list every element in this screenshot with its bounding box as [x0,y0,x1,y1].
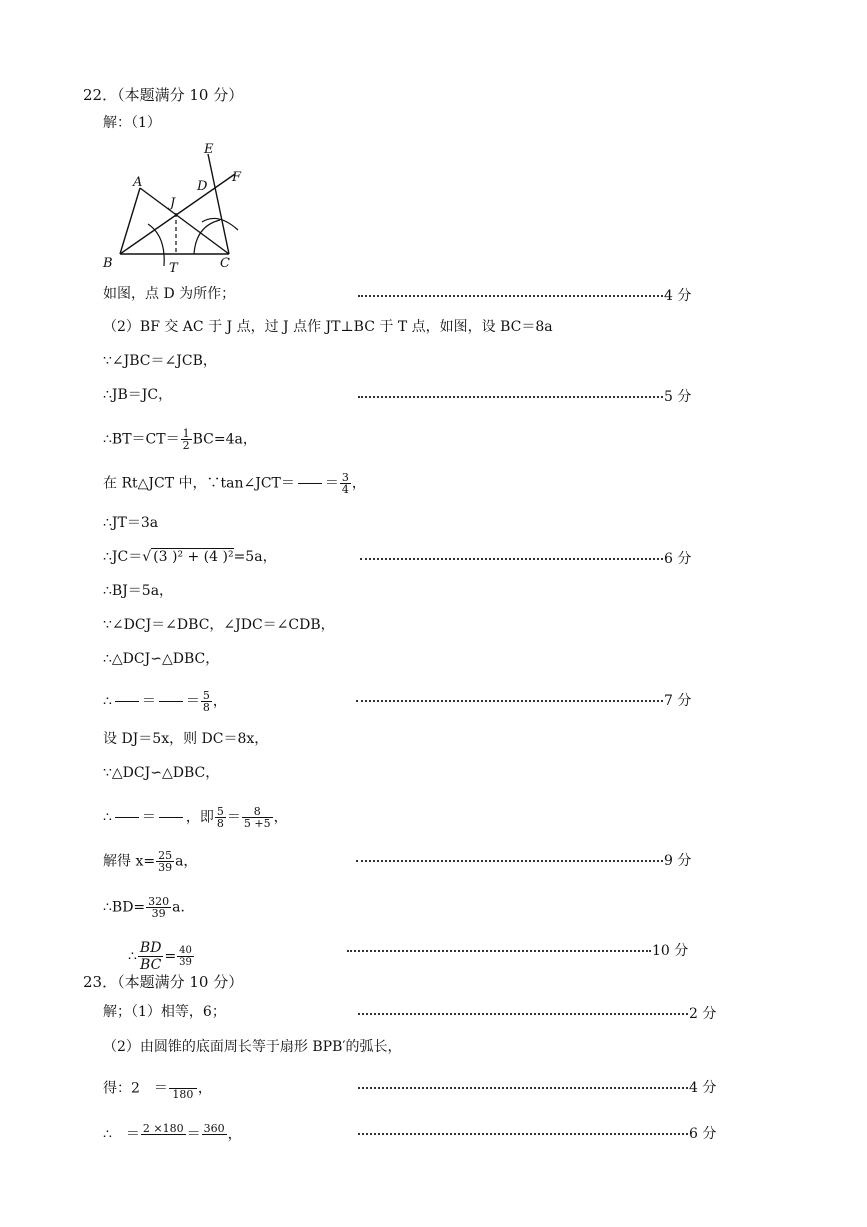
q23-score3: 4 分 [689,1080,717,1096]
frac-den: 39 [179,957,192,968]
label-a: A [133,175,143,190]
q22-line8: ∴JC＝√ (3 )² + (4 )²=5a， [103,549,277,565]
q22-line17-b: a． [172,899,195,916]
label-e: E [204,142,214,157]
label-f: F [232,170,242,185]
q22-score8: 6 分 [664,551,692,567]
frac-num: 2 ×180 [142,1122,184,1135]
score-leader [358,1119,688,1135]
q22-score1: 4 分 [664,288,692,304]
frac-num: 3 [341,471,349,484]
frac-num: 25 [158,849,173,862]
frac-den: 2 [182,439,190,452]
q22-line16-b: a， [175,853,198,870]
q22-line10: ∵∠DCJ＝∠DBC，∠JDC＝∠CDB， [103,617,335,633]
frac-num: 360 [203,1122,225,1135]
frac-den: BC [140,957,162,973]
fraction-bar [159,817,183,818]
q22-line17-a: ∴BD= [103,899,146,916]
frac-num: 1 [182,427,190,440]
triangle-figure [98,136,258,278]
q22-score4: 5 分 [664,389,692,405]
frac-num: 40 [179,945,192,956]
score-leader [358,1073,688,1089]
q22-line15-a: ∴ [103,809,112,826]
q22-line13: 设 DJ＝5x，则 DC＝8x， [103,731,269,747]
frac-den: 180 [172,1088,194,1101]
line-ab [120,188,140,254]
q22-line12-a: ∴ [103,693,112,710]
q22-score18: 10 分 [652,943,689,959]
fraction-bar [298,483,322,484]
frac-den: 8 [202,701,210,714]
score-leader [356,686,663,702]
q22-line11: ∴△DCJ∽△DBC， [103,651,220,667]
score-leader [358,281,663,297]
q22-line15-b: ， [273,809,288,826]
q23-line4-a: ∴ [103,1126,112,1143]
label-j: J [170,196,176,211]
q22-header: 22．（本题满分 10 分） [83,86,244,104]
label-c: C [220,256,230,271]
q22-score16: 9 分 [664,853,692,869]
q23-line4: ∴ ＝ 2 ×180 ＝ 360 ， [103,1122,242,1143]
fraction-bar [115,701,139,702]
q22-line12: ∴ ＝ ＝ $\frac{5}{8}$ ， [103,689,227,714]
q23-header: 23．（本题满分 10 分） [83,973,244,991]
frac-num: 5 [202,689,210,702]
q22-line14: ∵△DCJ∽△DBC， [103,765,220,781]
label-t: T [169,261,178,276]
frac-num: 5 [216,805,224,818]
score-leader [358,382,663,398]
score-leader [356,846,663,862]
q22-solution-label: 解：（1） [103,115,161,131]
frac-num: 320 [148,895,170,908]
frac-den: 39 [158,861,173,874]
score-leader [347,936,651,952]
q22-line18-a: ∴ [128,948,137,965]
q22-line2: （2）BF 交 AC 于 J 点，过 J 点作 JT⊥BC 于 T 点，如图，设 BC＝8a [103,319,553,335]
q22-line18: ∴ $\frac{BD}{BC}$ = $\frac{40}{39}$ [128,940,192,973]
q22-line9: ∴BJ＝5a， [103,583,174,599]
q23-score1: 2 分 [689,1006,717,1022]
q22-line16-a: 解得 x= [103,853,156,870]
q22-line5-a: ∴BT＝CT＝ [103,431,180,448]
q22-line12-b: ， [212,693,227,710]
q22-line8-a: ∴JC＝ [103,549,143,565]
q22-line6: 在 Rt△JCT 中，∵tan∠JCT＝ ＝ $\frac{3}{4}$ ， [103,471,366,496]
frac-den: 4 [341,483,349,496]
frac-num: BD [139,940,162,956]
fraction-bar [115,817,139,818]
q22-line3: ∵∠JBC＝∠JCB， [103,353,217,369]
line-ce [208,154,229,254]
score-leader [358,999,688,1015]
q23-line3-a: 得：2 [103,1080,140,1097]
frac-den: 39 [151,907,166,920]
q22-line15: ∴ ＝ ，即 $\frac{5}{8}$ ＝ $\frac{8}{5 +5}$ ， [103,805,288,830]
q22-line6-a: 在 Rt△JCT 中，∵tan∠JCT＝ [103,475,295,492]
q22-line17 [103,896,195,919]
q23-line3: 得：2 ＝ 180 ， [103,1077,212,1100]
frac-den: 5 +5 [243,817,271,830]
frac-num: 8 [242,806,273,818]
arc-b [148,224,164,266]
q22-score12: 7 分 [664,693,692,709]
frac-den: 8 [216,817,224,830]
q23-line4-b: ， [227,1126,242,1143]
q22-line7: ∴JT＝3a [103,515,159,531]
q23-line2: （2）由圆锥的底面周长等于扇形 BPB′的弧长， [103,1039,402,1055]
q22-line1: 如图，点 D 为所作； [103,286,236,302]
q22-line5 [103,428,257,451]
q22-line8-b: =5a， [233,549,277,565]
label-d: D [197,179,208,194]
fraction-bar [159,701,183,702]
score-leader [360,544,663,560]
q23-line1: 解；（1）相等，6； [103,1004,226,1020]
q22-line16 [103,850,197,873]
sqrt-radicand: (3 )² + (4 )² [153,549,234,565]
q22-line4: ∴JB＝JC， [103,387,173,403]
q23-score4: 6 分 [689,1126,717,1142]
q22-line5-b: BC=4a， [192,431,257,448]
q22-line15-m: ，即 [185,809,214,826]
label-b: B [103,256,113,271]
q22-line6-b: ， [351,475,366,492]
q23-line3-b: ， [197,1080,212,1097]
